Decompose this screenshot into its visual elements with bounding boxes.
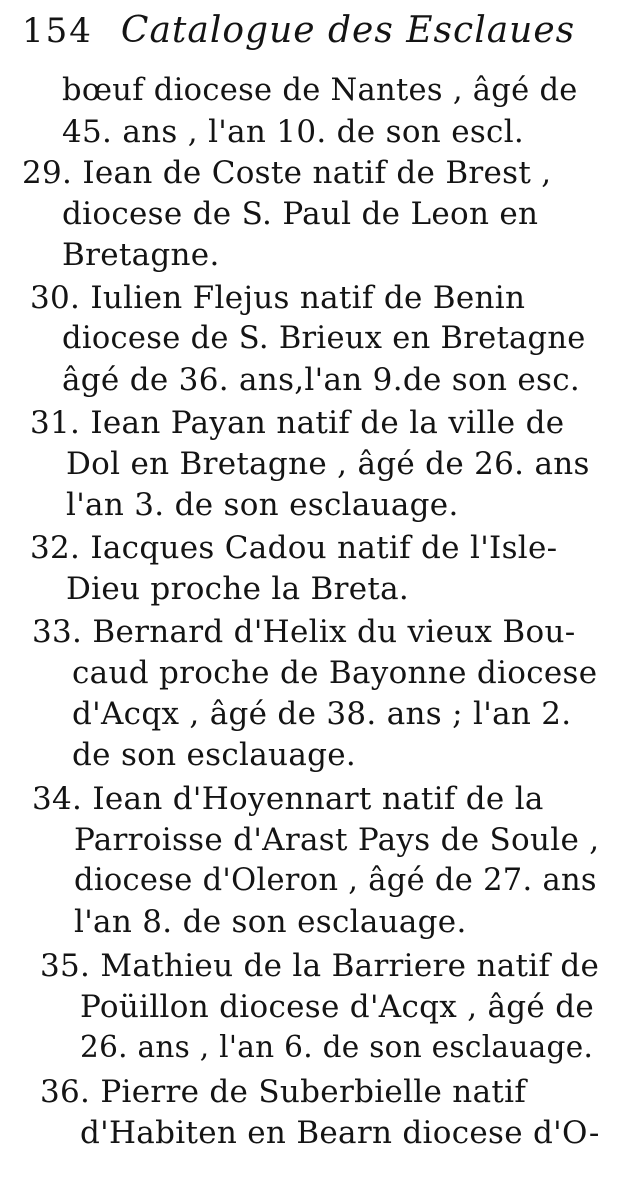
entry-33-number: 33. bbox=[32, 614, 83, 650]
entry-32-line-1: 32. Iacques Cadou natif de l'Isle- bbox=[30, 530, 558, 566]
entry-35-number: 35. bbox=[40, 948, 91, 984]
entry-29-number: 29. bbox=[22, 155, 73, 191]
entry-33-line-3: d'Acqx , âgé de 38. ans ; l'an 2. bbox=[72, 696, 572, 732]
entry-33-line-2: caud proche de Bayonne diocese bbox=[72, 655, 598, 691]
entry-30-number: 30. bbox=[30, 280, 81, 316]
entry-34-line-1: 34. Iean d'Hoyennart natif de la bbox=[32, 781, 544, 817]
entry-29-line-3: Bretagne. bbox=[62, 237, 220, 273]
entry-31-line-1: 31. Iean Payan natif de la ville de bbox=[30, 405, 565, 441]
entry-34-line-4: l'an 8. de son esclauage. bbox=[74, 904, 467, 940]
entry-35-line-3: 26. ans , l'an 6. de son esclauage. bbox=[80, 1030, 594, 1064]
entry-33-line-1: 33. Bernard d'Helix du vieux Bou- bbox=[32, 614, 576, 650]
entry-35-line-1: 35. Mathieu de la Barriere natif de bbox=[40, 948, 600, 984]
entry-36-number: 36. bbox=[40, 1074, 91, 1110]
entry-33-line-4: de son esclauage. bbox=[72, 737, 357, 773]
entry-32-line-2: Dieu proche la Breta. bbox=[66, 571, 410, 607]
page-number: 154 bbox=[22, 11, 93, 51]
entry-36-line-1: 36. Pierre de Suberbielle natif bbox=[40, 1074, 527, 1110]
entry-31-line-3: l'an 3. de son esclauage. bbox=[66, 487, 459, 523]
entry-28-line-1: bœuf diocese de Nantes , âgé de bbox=[62, 73, 578, 108]
entry-30-line-3: âgé de 36. ans,l'an 9.de son esc. bbox=[62, 362, 581, 398]
entry-34-line-2: Parroisse d'Arast Pays de Soule , bbox=[74, 822, 600, 858]
entry-30-line-2: diocese de S. Brieux en Bretagne bbox=[62, 321, 586, 356]
entry-31-number: 31. bbox=[30, 405, 81, 441]
entry-34-number: 34. bbox=[32, 781, 83, 817]
entry-32-number: 32. bbox=[30, 530, 81, 566]
entry-28-line-2: 45. ans , l'an 10. de son escl. bbox=[62, 114, 525, 150]
entry-31-line-2: Dol en Bretagne , âgé de 26. ans bbox=[66, 446, 590, 482]
entry-34-line-3: diocese d'Oleron , âgé de 27. ans bbox=[74, 863, 597, 898]
entry-29-line-2: diocese de S. Paul de Leon en bbox=[62, 196, 539, 232]
entry-35-line-2: Poüillon diocese d'Acqx , âgé de bbox=[80, 989, 595, 1025]
entry-36-line-2: d'Habiten en Bearn diocese d'O- bbox=[80, 1115, 600, 1151]
page-header bbox=[22, 10, 575, 64]
running-head: Catalogue des Esclaues bbox=[120, 10, 576, 51]
entry-29-line-1: 29. Iean de Coste natif de Brest , bbox=[22, 155, 552, 191]
entry-30-line-1: 30. Iulien Flejus natif de Benin bbox=[30, 280, 526, 316]
